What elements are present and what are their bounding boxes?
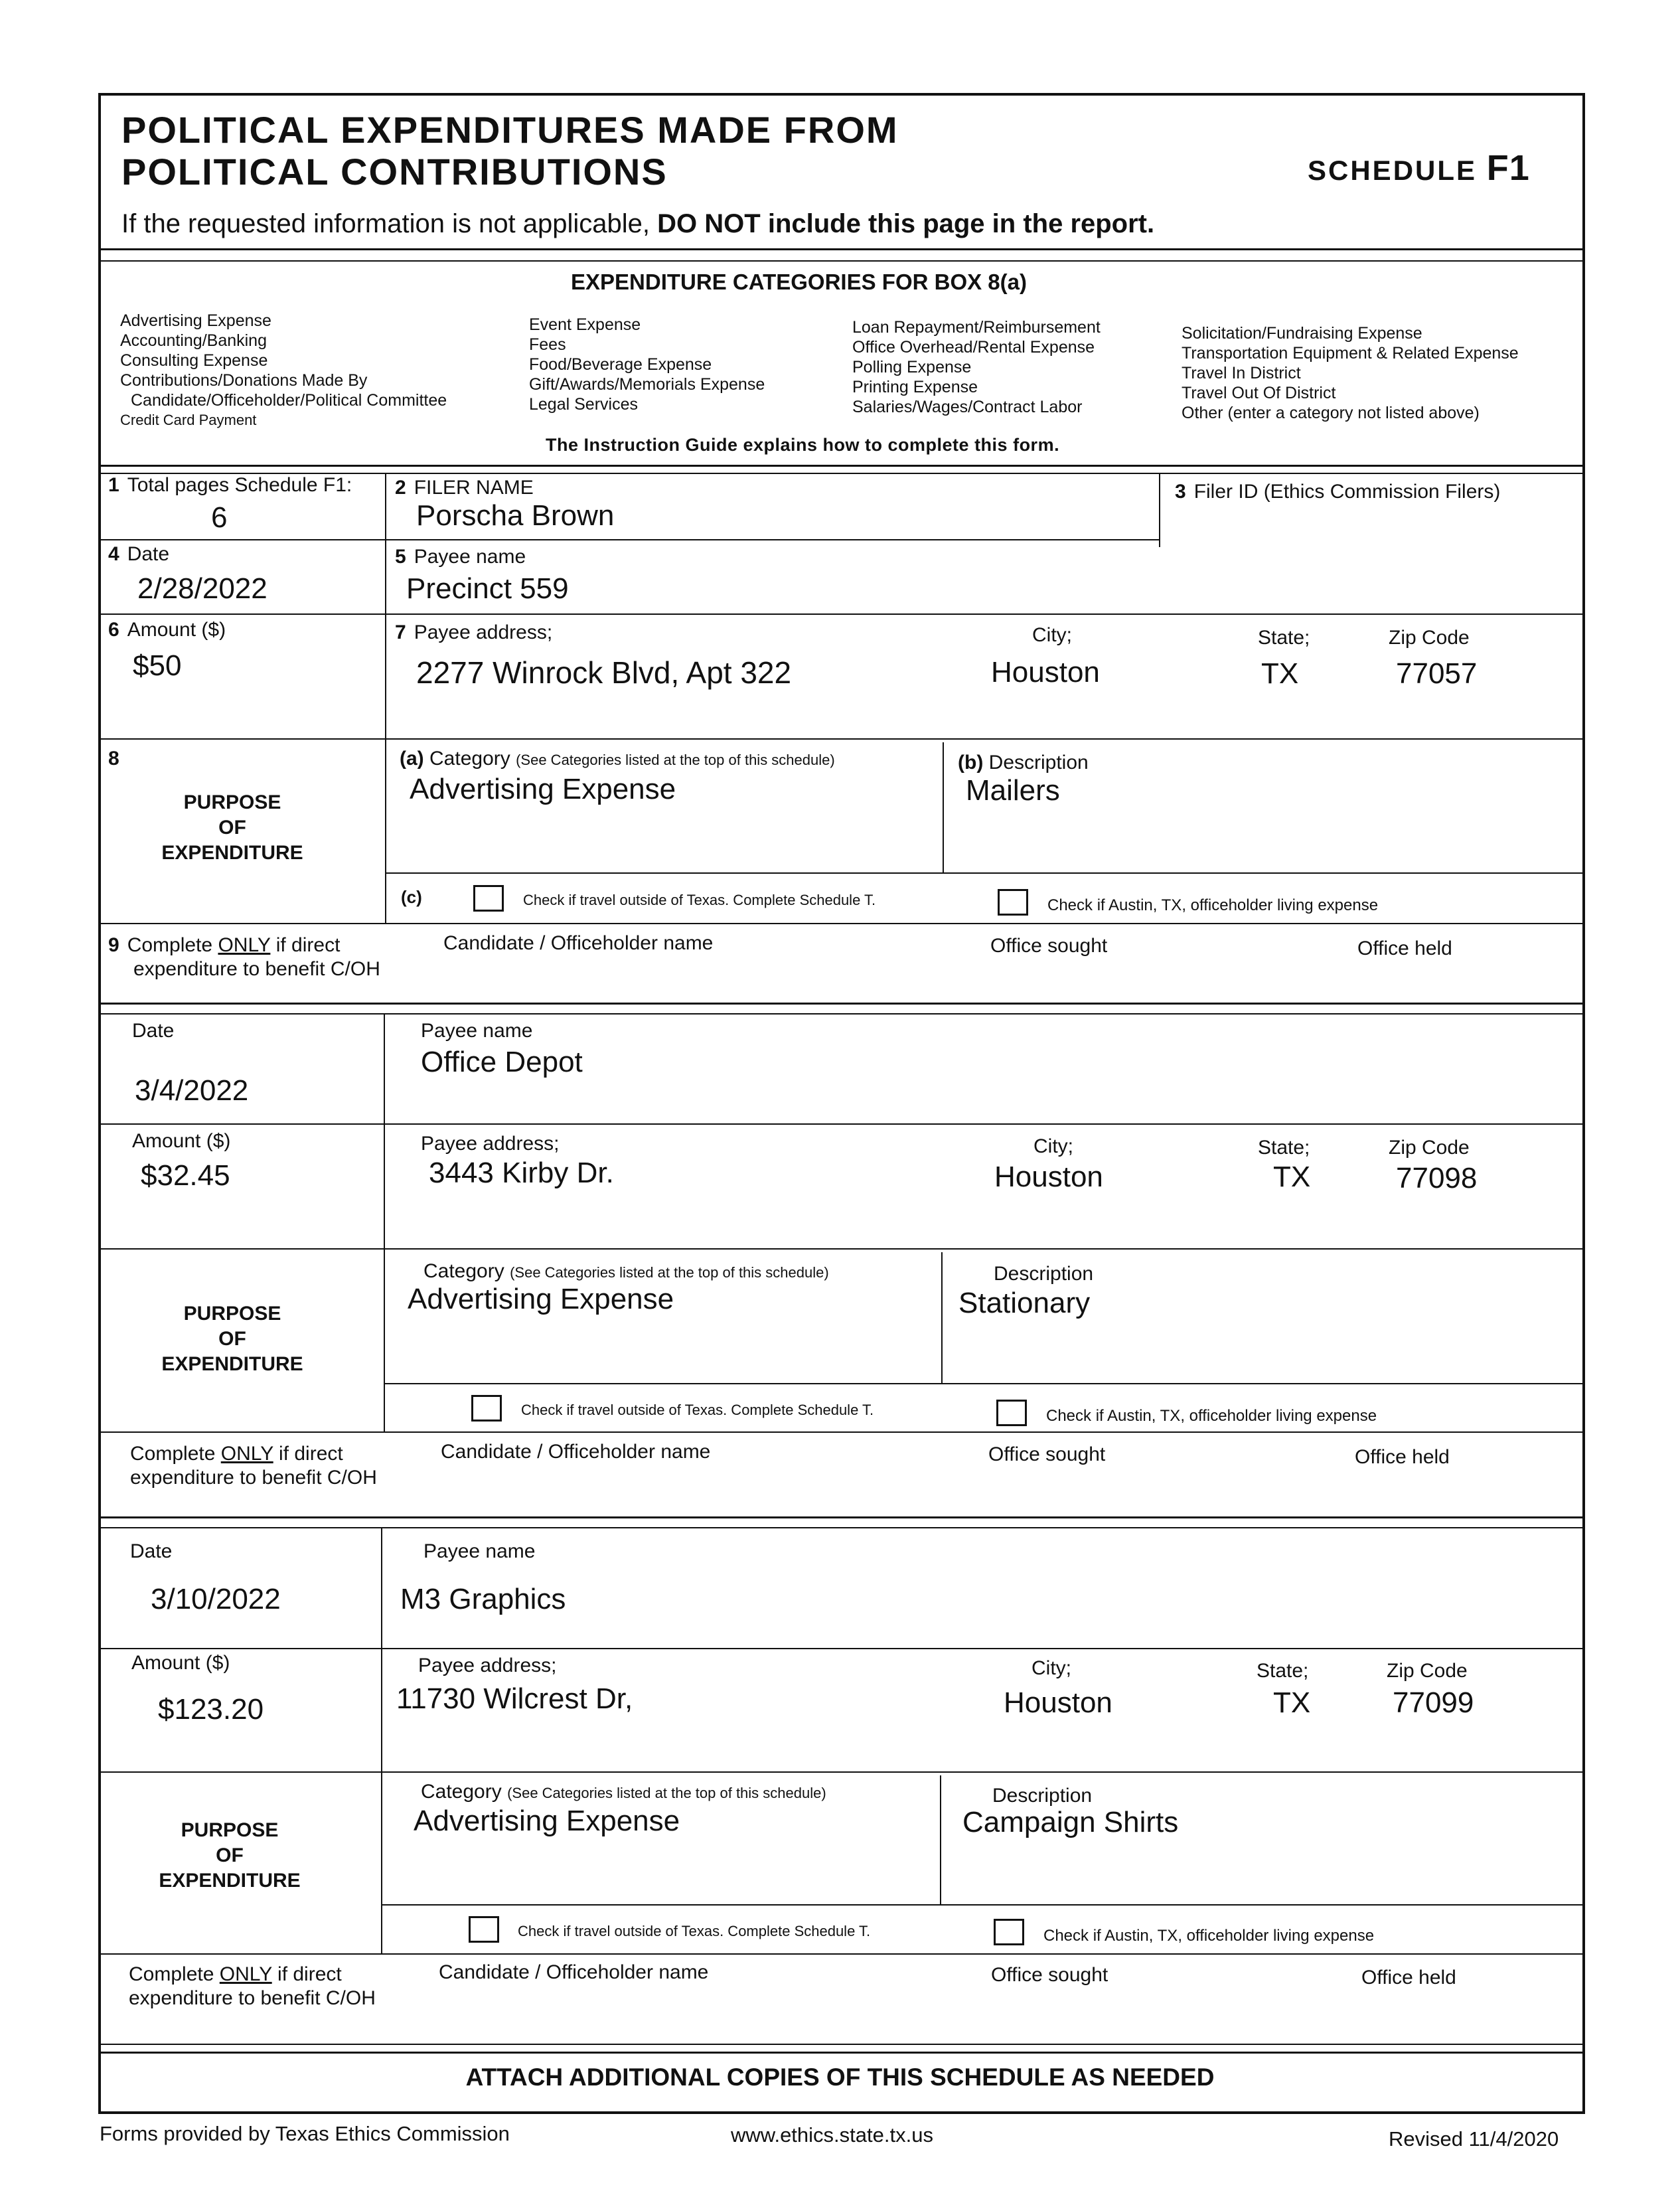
rule bbox=[98, 1953, 1585, 1955]
category-item: Other (enter a category not listed above) bbox=[1182, 404, 1480, 422]
rule bbox=[98, 1013, 1585, 1015]
travel-check-label: Check if travel outside of Texas. Complete Schedule T. bbox=[518, 1923, 871, 1939]
austin-checkbox[interactable] bbox=[994, 1919, 1024, 1945]
purpose-line: PURPOSE bbox=[183, 791, 281, 813]
rule bbox=[98, 1527, 1585, 1528]
frame-top bbox=[98, 93, 1585, 96]
entry2-payee[interactable]: Office Depot bbox=[421, 1046, 583, 1078]
category-item: Salaries/Wages/Contract Labor bbox=[852, 398, 1083, 416]
category-item: Loan Repayment/Reimbursement bbox=[852, 318, 1101, 337]
note-prefix: If the requested information is not applicable, bbox=[121, 209, 650, 238]
label-text: expenditure to benefit C/OH bbox=[133, 958, 380, 980]
label-amount: Amount ($) bbox=[132, 1130, 231, 1152]
label-candidate-name: Candidate / Officeholder name bbox=[443, 932, 714, 954]
label-text: expenditure to benefit C/OH bbox=[129, 1987, 376, 2009]
purpose-of-expenditure-label bbox=[146, 1301, 319, 1377]
rule bbox=[98, 2044, 1585, 2045]
rule bbox=[98, 2052, 1585, 2054]
entry1-zip[interactable]: 77057 bbox=[1396, 657, 1478, 690]
entry1-category[interactable]: Advertising Expense bbox=[410, 773, 676, 805]
label-payee-address: Payee address; bbox=[418, 1655, 557, 1676]
label-text: Total pages Schedule F1: bbox=[127, 474, 352, 496]
label-filer-name bbox=[395, 477, 534, 499]
label-date: Date bbox=[130, 1540, 173, 1562]
label-text: ONLY bbox=[218, 934, 271, 956]
label-zip: Zip Code bbox=[1389, 627, 1470, 649]
label-zip: Zip Code bbox=[1387, 1660, 1468, 1682]
box-number: 3 bbox=[1175, 481, 1186, 503]
entry2-address[interactable]: 3443 Kirby Dr. bbox=[429, 1157, 614, 1189]
category-item: Travel Out Of District bbox=[1182, 384, 1336, 402]
category-item: Legal Services bbox=[529, 395, 638, 414]
entry2-description[interactable]: Stationary bbox=[958, 1287, 1091, 1319]
entry1-amount[interactable]: $50 bbox=[133, 649, 182, 682]
label-amount: Amount ($) bbox=[131, 1652, 230, 1674]
travel-check-label: Check if travel outside of Texas. Complete Schedule T. bbox=[521, 1402, 874, 1418]
label-text: FILER NAME bbox=[414, 477, 534, 499]
travel-checkbox[interactable] bbox=[469, 1916, 499, 1943]
travel-checkbox[interactable] bbox=[473, 885, 504, 912]
rule bbox=[381, 1904, 1585, 1906]
purpose-line: PURPOSE bbox=[181, 1819, 279, 1841]
label-text: Complete bbox=[130, 1443, 216, 1465]
rule bbox=[98, 738, 1585, 740]
header-rule-2 bbox=[98, 260, 1585, 262]
entry3-description[interactable]: Campaign Shirts bbox=[962, 1806, 1179, 1838]
vrule bbox=[943, 742, 944, 874]
instruction-guide-note: The Instruction Guide explains how to complete this form. bbox=[546, 435, 1060, 455]
header-rule-1 bbox=[98, 248, 1585, 250]
label-state: State; bbox=[1258, 627, 1310, 649]
label-description bbox=[958, 752, 1089, 774]
entry2-amount[interactable]: $32.45 bbox=[141, 1159, 230, 1192]
box-number: 5 bbox=[395, 546, 406, 568]
entry3-category[interactable]: Advertising Expense bbox=[414, 1805, 680, 1837]
austin-check-label: Check if Austin, TX, officeholder living expense bbox=[1047, 896, 1379, 914]
schedule-code: F1 bbox=[1486, 148, 1530, 188]
category-item: Gift/Awards/Memorials Expense bbox=[529, 375, 765, 394]
label-candidate-name: Candidate / Officeholder name bbox=[441, 1441, 711, 1463]
not-applicable-note bbox=[121, 209, 1154, 239]
box-number: 2 bbox=[395, 477, 406, 499]
entry3-state[interactable]: TX bbox=[1273, 1686, 1311, 1719]
entry3-city[interactable]: Houston bbox=[1004, 1686, 1112, 1719]
rule bbox=[98, 1431, 1585, 1433]
label-text: Category bbox=[421, 1781, 502, 1803]
entry2-date[interactable]: 3/4/2022 bbox=[135, 1074, 249, 1107]
category-item: Travel In District bbox=[1182, 364, 1301, 382]
label-note: (See Categories listed at the top of this schedule) bbox=[507, 1785, 826, 1801]
frame-left bbox=[98, 93, 101, 2114]
vrule bbox=[1159, 473, 1160, 547]
label-text: Amount ($) bbox=[127, 619, 226, 641]
label-category bbox=[400, 748, 835, 770]
schedule-word: SCHEDULE bbox=[1308, 155, 1478, 186]
label-text: Date bbox=[127, 543, 170, 565]
label-description: Description bbox=[994, 1263, 1094, 1285]
vrule bbox=[940, 1775, 941, 1906]
rule bbox=[98, 1248, 1585, 1250]
purpose-line: OF bbox=[218, 817, 246, 839]
label-text: Complete bbox=[127, 934, 213, 956]
entry3-amount[interactable]: $123.20 bbox=[158, 1693, 264, 1726]
entry1-payee[interactable]: Precinct 559 bbox=[406, 572, 569, 605]
label-amount bbox=[108, 619, 226, 641]
label-category bbox=[423, 1260, 829, 1283]
vrule bbox=[381, 1527, 382, 1953]
label-payee-name: Payee name bbox=[421, 1020, 533, 1042]
label-date bbox=[108, 543, 169, 566]
label-state: State; bbox=[1258, 1137, 1310, 1159]
label-payee-name bbox=[395, 546, 526, 568]
label-office-sought: Office sought bbox=[988, 1443, 1106, 1465]
purpose-line: OF bbox=[218, 1328, 246, 1350]
categories-col-2 bbox=[529, 315, 765, 414]
ethics-url[interactable]: www.ethics.state.tx.us bbox=[731, 2123, 933, 2147]
frame-right bbox=[1582, 93, 1585, 2114]
box-number: 4 bbox=[108, 543, 119, 565]
complete-only-note bbox=[130, 1442, 377, 1490]
category-item: Fees bbox=[529, 335, 566, 354]
box-number: 7 bbox=[395, 621, 406, 643]
categories-col-1 bbox=[120, 311, 447, 430]
label-text: ONLY bbox=[220, 1443, 273, 1465]
category-item: Contributions/Donations Made By bbox=[120, 371, 368, 390]
label-office-sought: Office sought bbox=[991, 1964, 1108, 1986]
category-item: Printing Expense bbox=[852, 378, 978, 396]
complete-only-note bbox=[129, 1963, 376, 2010]
label-text: Description bbox=[988, 752, 1089, 773]
frame-bottom bbox=[98, 2111, 1585, 2114]
label-category bbox=[421, 1781, 826, 1803]
label-text: expenditure to benefit C/OH bbox=[130, 1467, 377, 1489]
entry2-zip[interactable]: 77098 bbox=[1396, 1162, 1478, 1194]
entry1-description[interactable]: Mailers bbox=[966, 774, 1060, 807]
label-total-pages bbox=[108, 474, 352, 497]
label-text: if direct bbox=[279, 1443, 343, 1465]
austin-check-label: Check if Austin, TX, officeholder living expense bbox=[1046, 1407, 1377, 1425]
forms-provided-by: Forms provided by Texas Ethics Commission bbox=[100, 2122, 510, 2145]
label-marker: (b) bbox=[958, 752, 984, 773]
rule bbox=[98, 613, 1585, 615]
purpose-line: EXPENDITURE bbox=[161, 1353, 303, 1375]
austin-check-label: Check if Austin, TX, officeholder living expense bbox=[1043, 1927, 1375, 1945]
travel-checkbox[interactable] bbox=[471, 1395, 502, 1422]
label-text: Payee name bbox=[414, 546, 526, 568]
label-payee-address: Payee address; bbox=[421, 1133, 560, 1155]
label-text: Filer ID (Ethics Commission Filers) bbox=[1193, 481, 1501, 503]
box-number: 1 bbox=[108, 474, 119, 496]
entry2-category[interactable]: Advertising Expense bbox=[408, 1283, 674, 1315]
label-zip: Zip Code bbox=[1389, 1137, 1470, 1159]
entry1-date[interactable]: 2/28/2022 bbox=[137, 572, 267, 605]
total-pages-value[interactable]: 6 bbox=[211, 501, 228, 534]
travel-check-label: Check if travel outside of Texas. Complete Schedule T. bbox=[523, 892, 876, 908]
vrule bbox=[384, 1013, 385, 1431]
label-note: (See Categories listed at the top of this schedule) bbox=[510, 1264, 829, 1281]
entry2-city[interactable]: Houston bbox=[994, 1161, 1103, 1193]
label-office-sought: Office sought bbox=[990, 935, 1108, 957]
label-text: Category bbox=[423, 1260, 504, 1282]
purpose-of-expenditure-label bbox=[146, 790, 319, 866]
label-state: State; bbox=[1257, 1660, 1309, 1682]
purpose-line: EXPENDITURE bbox=[161, 842, 303, 864]
box-number: 6 bbox=[108, 619, 119, 641]
label-payee-name: Payee name bbox=[423, 1540, 536, 1562]
category-item: Credit Card Payment bbox=[120, 412, 257, 428]
vrule bbox=[941, 1252, 943, 1384]
category-item: Event Expense bbox=[529, 315, 641, 334]
categories-col-3 bbox=[852, 317, 1101, 417]
label-filer-id bbox=[1175, 481, 1500, 503]
rule bbox=[98, 923, 1585, 924]
label-description: Description bbox=[992, 1785, 1093, 1807]
label-candidate-name: Candidate / Officeholder name bbox=[439, 1961, 709, 1983]
category-item: Food/Beverage Expense bbox=[529, 355, 712, 374]
label-date: Date bbox=[132, 1020, 175, 1042]
entry1-state[interactable]: TX bbox=[1261, 657, 1299, 690]
rule bbox=[98, 1771, 1585, 1773]
entry1-city[interactable]: Houston bbox=[991, 656, 1100, 689]
box-8-number bbox=[108, 748, 127, 770]
label-text: Category bbox=[429, 748, 510, 770]
entry2-state[interactable]: TX bbox=[1273, 1161, 1311, 1193]
entry3-date[interactable]: 3/10/2022 bbox=[151, 1583, 281, 1615]
label-text: ONLY bbox=[219, 1963, 272, 1985]
vrule bbox=[385, 473, 386, 923]
label-marker: (a) bbox=[400, 748, 424, 770]
category-item: Office Overhead/Rental Expense bbox=[852, 338, 1095, 357]
category-item: Candidate/Officeholder/Political Committee bbox=[131, 391, 447, 410]
category-item: Advertising Expense bbox=[120, 311, 271, 330]
schedule-label bbox=[1308, 147, 1530, 189]
label-city: City; bbox=[1031, 1657, 1071, 1679]
rule bbox=[98, 1648, 1585, 1649]
note-bold: DO NOT include this page in the report. bbox=[657, 209, 1155, 238]
category-item: Accounting/Banking bbox=[120, 331, 267, 350]
purpose-line: OF bbox=[216, 1844, 244, 1866]
categories-heading: EXPENDITURE CATEGORIES FOR BOX 8(a) bbox=[571, 270, 1027, 294]
purpose-line: PURPOSE bbox=[183, 1303, 281, 1325]
rule bbox=[98, 539, 1160, 540]
label-city: City; bbox=[1033, 1135, 1073, 1157]
label-text: if direct bbox=[275, 934, 341, 956]
label-office-held: Office held bbox=[1361, 1967, 1456, 1989]
austin-checkbox[interactable] bbox=[998, 889, 1028, 916]
box-number: 9 bbox=[108, 934, 119, 956]
label-office-held: Office held bbox=[1357, 937, 1452, 959]
filer-name-value[interactable]: Porscha Brown bbox=[416, 499, 615, 532]
category-item: Polling Expense bbox=[852, 358, 972, 376]
title-line-1: POLITICAL EXPENDITURES MADE FROM bbox=[121, 109, 899, 151]
label-payee-address bbox=[395, 621, 552, 644]
austin-checkbox[interactable] bbox=[996, 1400, 1027, 1426]
purpose-of-expenditure-label bbox=[143, 1818, 316, 1894]
label-text: Payee address; bbox=[414, 621, 553, 643]
rule bbox=[384, 1383, 1585, 1384]
label-c: (c) bbox=[401, 887, 422, 907]
rule bbox=[385, 872, 1585, 874]
rule bbox=[98, 1003, 1585, 1005]
entry3-payee[interactable]: M3 Graphics bbox=[400, 1583, 566, 1615]
revised-date: Revised 11/4/2020 bbox=[1389, 2127, 1559, 2151]
label-text: Complete bbox=[129, 1963, 214, 1985]
categories-col-4 bbox=[1182, 323, 1519, 423]
label-office-held: Office held bbox=[1355, 1446, 1450, 1468]
entry3-zip[interactable]: 77099 bbox=[1393, 1686, 1474, 1719]
label-city: City; bbox=[1032, 624, 1072, 646]
title-line-2: POLITICAL CONTRIBUTIONS bbox=[121, 151, 668, 193]
label-note: (See Categories listed at the top of this schedule) bbox=[516, 752, 835, 768]
entry1-address[interactable]: 2277 Winrock Blvd, Apt 322 bbox=[416, 655, 792, 690]
box-number: 8 bbox=[108, 748, 119, 770]
category-item: Transportation Equipment & Related Expense bbox=[1182, 344, 1519, 363]
purpose-line: EXPENDITURE bbox=[159, 1870, 301, 1892]
label-text: if direct bbox=[277, 1963, 342, 1985]
rule bbox=[98, 1516, 1585, 1518]
category-item: Consulting Expense bbox=[120, 351, 268, 370]
categories-bottom-rule bbox=[98, 465, 1585, 467]
complete-only-note bbox=[108, 934, 380, 981]
entry3-address[interactable]: 11730 Wilcrest Dr, bbox=[396, 1682, 633, 1715]
category-item: Solicitation/Fundraising Expense bbox=[1182, 324, 1422, 343]
attach-copies-notice: ATTACH ADDITIONAL COPIES OF THIS SCHEDULE AS NEEDED bbox=[465, 2064, 1215, 2091]
rule bbox=[98, 1123, 1585, 1125]
